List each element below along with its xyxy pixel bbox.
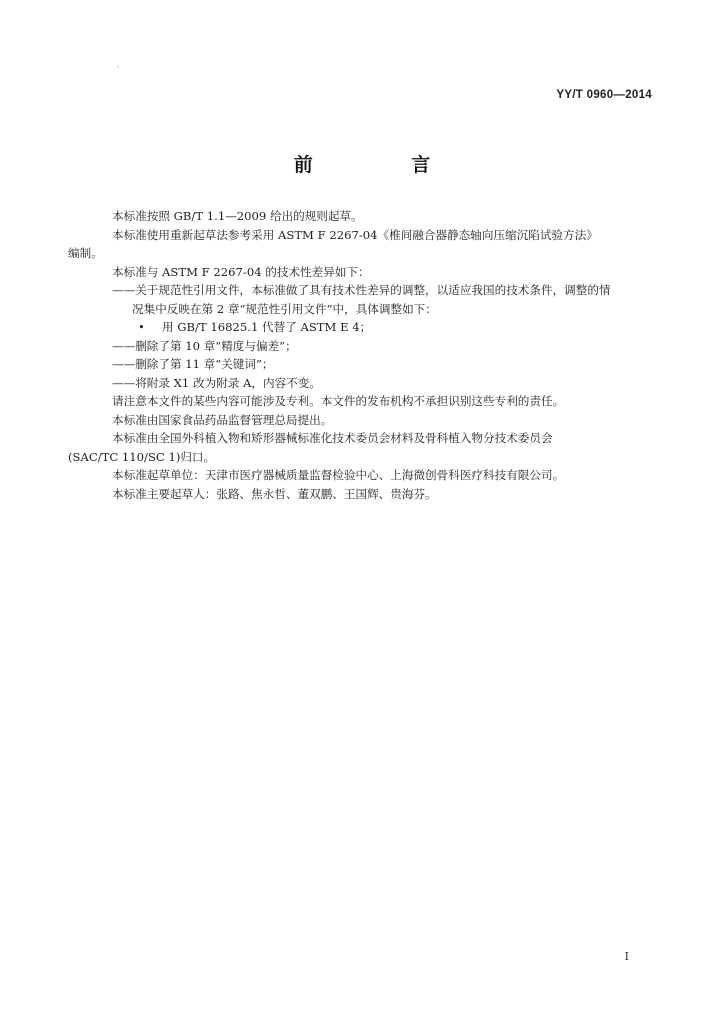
bullet-icon: • [138,320,145,334]
paragraph-drafting-units: 本标准起草单位：天津市医疗器械质量监督检验中心、上海微创骨科医疗科技有限公司。 [112,468,565,482]
scan-speck [117,66,119,68]
list-item-normative-references-cont: 况集中反映在第 2 章“规范性引用文件”中，具体调整如下： [132,301,437,316]
page-title: 前 言 [293,154,477,176]
sub-list-item-text: 用 GB/T 16825.1 代替了 ASTM E 4； [162,320,372,334]
paragraph-technical-committee: 本标准由全国外科植入物和矫形器械标准化技术委员会材料及骨科植入物分技术委员会 [112,431,553,445]
foreword-body [68,207,654,503]
sub-list-item [138,318,654,337]
paragraph-reference-standard: 本标准使用重新起草法参考采用 ASTM F 2267-04《椎间融合器静态轴向压缩沉陷试验方法》 [112,227,598,242]
page-number: I [624,950,629,963]
paragraph-proposed-by: 本标准由国家食品药品监督管理总局提出。 [112,412,333,427]
paragraph-technical-committee-cont: (SAC/TC 110/SC 1)归口。 [68,449,216,464]
paragraph-differences-intro: 本标准与 ASTM F 2267-04 的技术性差异如下： [112,264,370,279]
paragraph-drafting-rules: 本标准按照 GB/T 1.1—2009 给出的规则起草。 [112,209,363,223]
list-item-normative-references: ——关于规范性引用文件，本标准做了具有技术性差异的调整，以适应我国的技术条件，调整的情 [112,283,611,297]
paragraph-drafters: 本标准主要起草人：张路、焦永哲、董双鹏、王国辉、贵海芬。 [112,486,437,501]
list-item-appendix-change: ——将附录 X1 改为附录 A，内容不变。 [112,375,321,390]
list-item-delete-ch10: ——删除了第 10 章“精度与偏差”； [112,338,297,353]
paragraph-patent-notice: 请注意本文件的某些内容可能涉及专利。本文件的发布机构不承担识别这些专利的责任。 [112,394,565,408]
list-item-delete-ch11: ——删除了第 11 章“关键词”； [112,357,274,371]
paragraph-reference-standard-cont: 编制。 [68,246,103,260]
standard-code: YY/T 0960—2014 [556,89,652,101]
